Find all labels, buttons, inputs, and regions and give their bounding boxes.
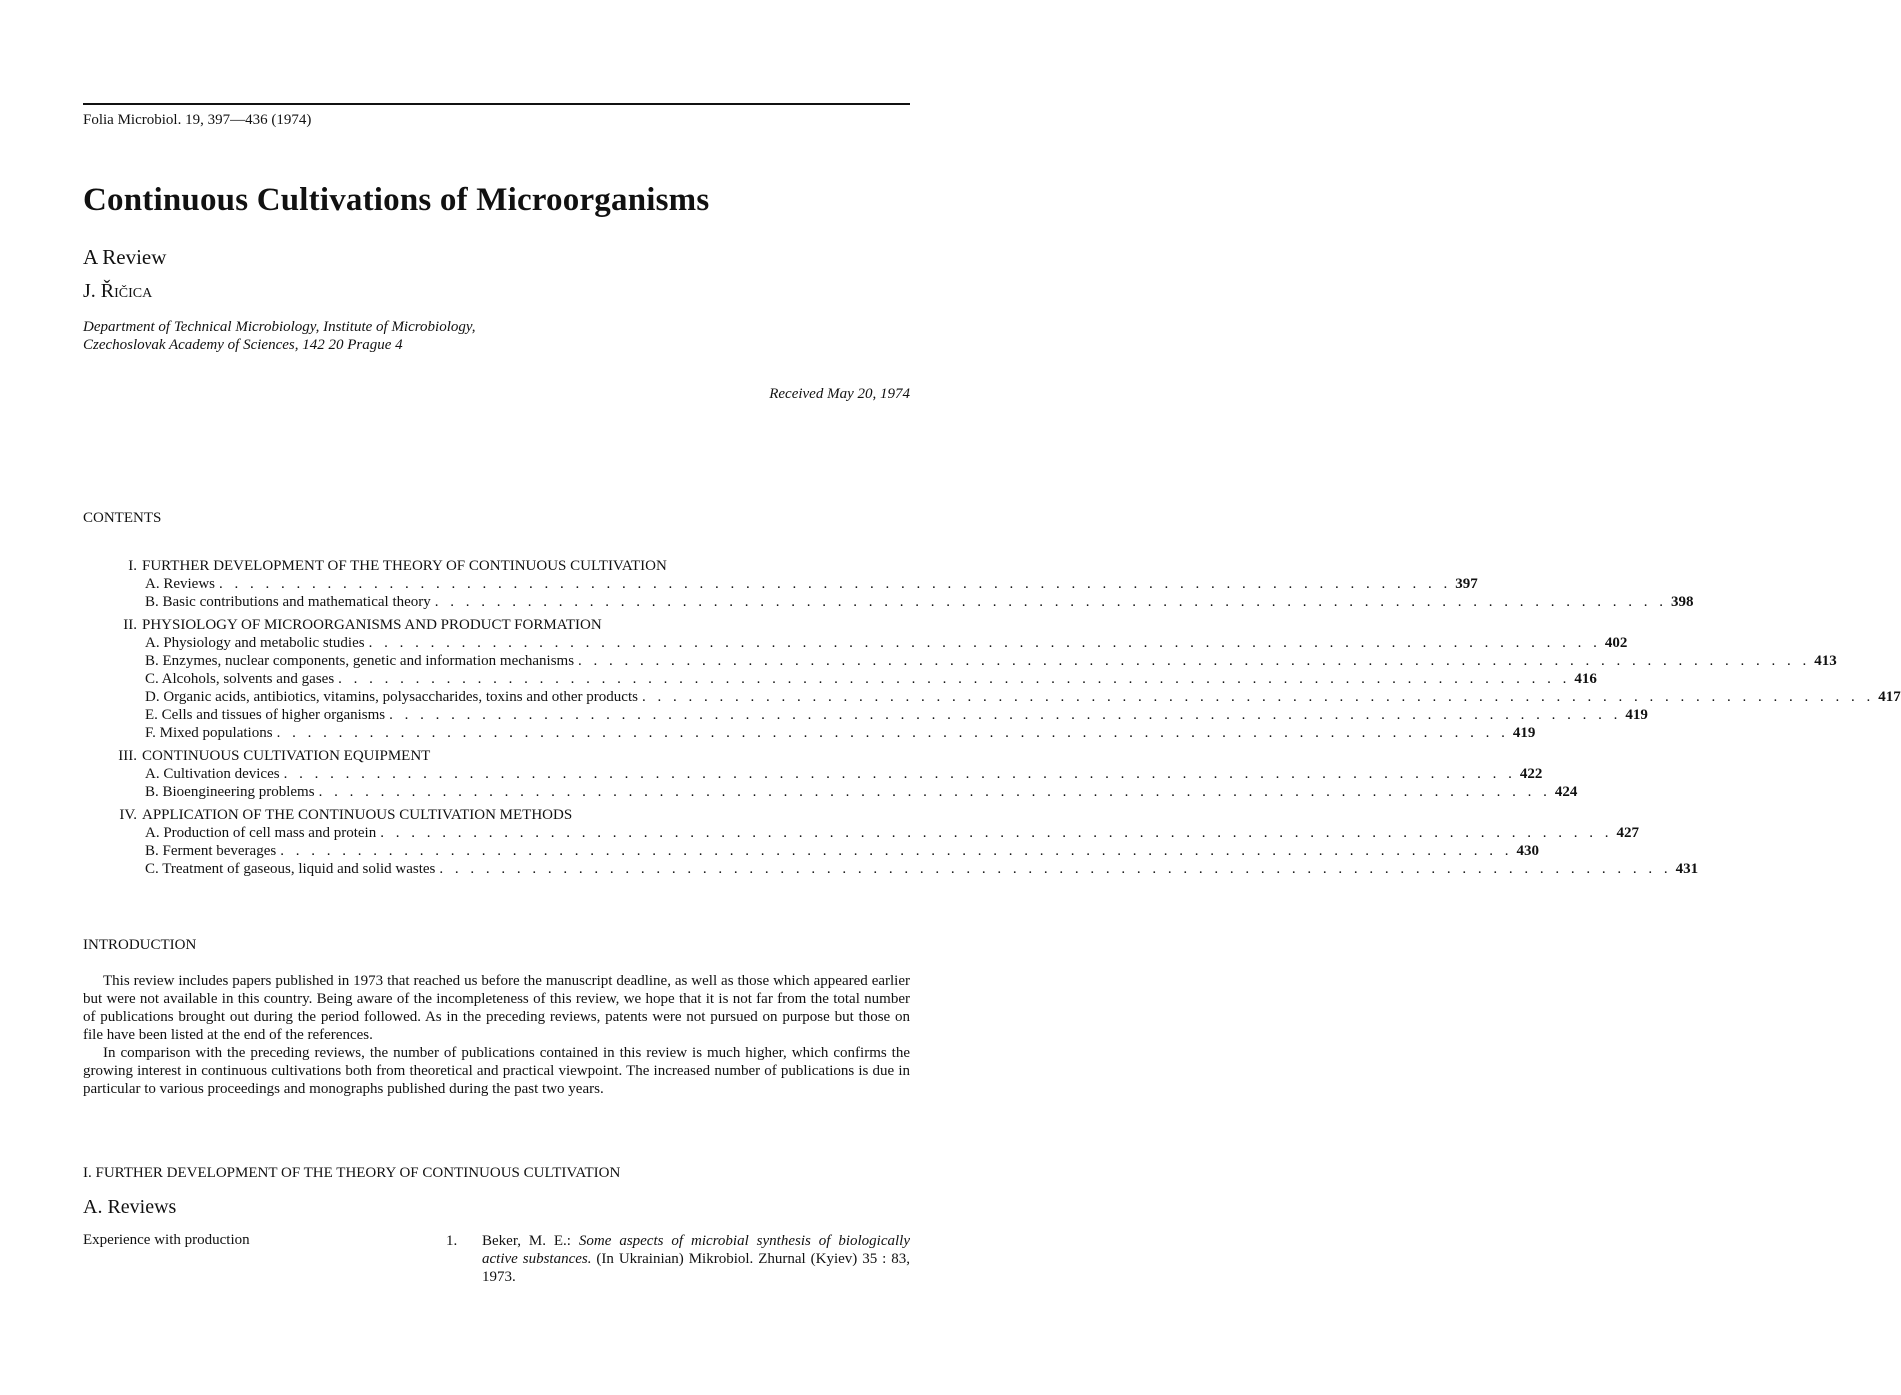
toc-section-heading [100, 747, 910, 765]
author-initial: J. [83, 280, 101, 302]
affiliation [83, 318, 475, 354]
toc-item-label: B. Ferment beverages [145, 843, 277, 859]
toc-page-number: 430 [1516, 843, 1539, 859]
toc-section-heading [100, 557, 910, 575]
toc-section-heading [100, 616, 910, 634]
section-heading: I. FURTHER DEVELOPMENT OF THE THEORY OF CONTINUOUS CULTIVATION [83, 1165, 621, 1181]
toc-page-number: 427 [1616, 825, 1639, 841]
paragraph: This review includes papers published in 1973 that reached us before the manuscript deadline, as well as those which appeared earlier but were not available in this country. Being aware of the incompleteness of this review, we hope that it is not far from the total number of publications brought out during the period followed. As in the preceding reviews, patents were not pursued on purpose but those on file have been listed at the end of the references. [83, 973, 910, 1043]
toc-item-label: B. Enzymes, nuclear components, genetic and information mechanisms [145, 653, 575, 669]
header-rule [83, 103, 910, 105]
article-title: Continuous Cultivations of Microorganisms [83, 182, 710, 218]
reference-text [482, 1232, 910, 1286]
toc-item-label: A. Reviews [145, 576, 215, 592]
toc-item [100, 688, 1901, 706]
toc-item-label: B. Bioengineering problems [145, 784, 315, 800]
toc-section [100, 806, 1699, 878]
toc-leader-dots: . . . . . . . . . . . . . . . . . . . . . . . . . . . . . . . . . . . . . . . . . . . . . . . . . . . . . . . . . . . . . . . . . . . . . . . . . . . . . . . . [283, 766, 1516, 782]
received-date: Received May 20, 1974 [769, 386, 910, 402]
toc-page-number: 417 [1878, 689, 1901, 705]
toc-leader-dots: . . . . . . . . . . . . . . . . . . . . . . . . . . . . . . . . . . . . . . . . . . . . . . . . . . . . . . . . . . . . . . . . . . . . . . . . . . . . . . . . [389, 707, 1622, 723]
reference-title: Some aspects of microbial synthesis of biologically active substances. [482, 1233, 910, 1267]
toc-section [100, 616, 1901, 742]
toc-item-label: F. Mixed populations [145, 725, 273, 741]
toc-leader-dots: . . . . . . . . . . . . . . . . . . . . . . . . . . . . . . . . . . . . . . . . . . . . . . . . . . . . . . . . . . . . . . . . . . . . . . . . . . . . . . . . [380, 825, 1613, 841]
toc-page-number: 431 [1675, 861, 1699, 877]
toc-page-number: 422 [1519, 766, 1543, 782]
toc-item [100, 860, 1699, 878]
toc-item [100, 724, 1536, 742]
toc-item-label: C. Treatment of gaseous, liquid and solid wastes [145, 861, 436, 877]
toc-leader-dots: . . . . . . . . . . . . . . . . . . . . . . . . . . . . . . . . . . . . . . . . . . . . . . . . . . . . . . . . . . . . . . . . . . . . . . . . . . . . . . . . [578, 653, 1811, 669]
toc-item [100, 706, 1648, 724]
toc-page-number: 402 [1604, 635, 1628, 651]
toc-item-label: E. Cells and tissues of higher organisms [145, 707, 386, 723]
toc-leader-dots: . . . . . . . . . . . . . . . . . . . . . . . . . . . . . . . . . . . . . . . . . . . . . . . . . . . . . . . . . . . . . . . . . . . . . . . . . . . . . . . . [434, 594, 1668, 610]
author-surname: Řičica [100, 280, 153, 302]
toc-item [100, 652, 1837, 670]
contents-heading: CONTENTS [83, 510, 162, 526]
toc-item [100, 824, 1639, 842]
toc-item [100, 634, 1628, 652]
toc-page-number: 413 [1814, 653, 1837, 669]
toc-leader-dots: . . . . . . . . . . . . . . . . . . . . . . . . . . . . . . . . . . . . . . . . . . . . . . . . . . . . . . . . . . . . . . . . . . . . . . . . . . . . . . . . [276, 725, 1509, 741]
toc-section [100, 747, 1578, 801]
author [83, 280, 152, 303]
journal-citation: Folia Microbiol. 19, 397—436 (1974) [83, 112, 312, 128]
toc-item [100, 842, 1539, 860]
toc-page-number: 416 [1574, 671, 1597, 687]
affiliation-line: Department of Technical Microbiology, Institute of Microbiology, [83, 319, 476, 335]
paragraph: In comparison with the preceding reviews, the number of publications contained in this review is much higher, which confirms the growing interest in continuous cultivations both from theoretical and practical viewpoint. The increased number of publications is due in particular to various proceedings and monographs published during the past two years. [83, 1045, 910, 1097]
reference-number: 1. [446, 1233, 458, 1249]
toc-item [100, 593, 1694, 611]
toc-section-title: CONTINUOUS CULTIVATION EQUIPMENT [142, 748, 431, 764]
toc-leader-dots: . . . . . . . . . . . . . . . . . . . . . . . . . . . . . . . . . . . . . . . . . . . . . . . . . . . . . . . . . . . . . . . . . . . . . . . . . . . . . . . . [219, 576, 1452, 592]
toc-item-label: A. Physiology and metabolic studies [145, 635, 365, 651]
toc-section-title: PHYSIOLOGY OF MICROORGANISMS AND PRODUCT FORMATION [142, 617, 602, 633]
toc-leader-dots: . . . . . . . . . . . . . . . . . . . . . . . . . . . . . . . . . . . . . . . . . . . . . . . . . . . . . . . . . . . . . . . . . . . . . . . . . . . . . . . . [318, 784, 1551, 800]
toc-item [100, 765, 1543, 783]
toc-section-heading [100, 806, 910, 824]
toc-item [100, 783, 1578, 801]
introduction-body [83, 972, 910, 1098]
toc-item-label: C. Alcohols, solvents and gases [145, 671, 335, 687]
toc-section-number: III. [118, 748, 137, 764]
toc-page-number: 398 [1671, 594, 1694, 610]
reference-authors: Beker, M. E.: [482, 1233, 579, 1249]
toc-leader-dots: . . . . . . . . . . . . . . . . . . . . . . . . . . . . . . . . . . . . . . . . . . . . . . . . . . . . . . . . . . . . . . . . . . . . . . . . . . . . . . . . [280, 843, 1513, 859]
toc-item [100, 670, 1597, 688]
toc-leader-dots: . . . . . . . . . . . . . . . . . . . . . . . . . . . . . . . . . . . . . . . . . . . . . . . . . . . . . . . . . . . . . . . . . . . . . . . . . . . . . . . . [641, 689, 1875, 705]
toc-leader-dots: . . . . . . . . . . . . . . . . . . . . . . . . . . . . . . . . . . . . . . . . . . . . . . . . . . . . . . . . . . . . . . . . . . . . . . . . . . . . . . . . [439, 861, 1672, 877]
introduction-heading: INTRODUCTION [83, 937, 197, 953]
table-of-contents [100, 557, 1901, 878]
toc-leader-dots: . . . . . . . . . . . . . . . . . . . . . . . . . . . . . . . . . . . . . . . . . . . . . . . . . . . . . . . . . . . . . . . . . . . . . . . . . . . . . . . . [368, 635, 1601, 651]
toc-section-number: IV. [119, 807, 137, 823]
article-subtitle: A Review [83, 245, 167, 269]
toc-section [100, 557, 1694, 611]
toc-leader-dots: . . . . . . . . . . . . . . . . . . . . . . . . . . . . . . . . . . . . . . . . . . . . . . . . . . . . . . . . . . . . . . . . . . . . . . . . . . . . . . . . [338, 671, 1571, 687]
toc-section-number: II. [123, 617, 137, 633]
toc-item-label: D. Organic acids, antibiotics, vitamins, polysaccharides, toxins and other products [145, 689, 638, 705]
reference-topic: Experience with production [83, 1232, 250, 1248]
toc-page-number: 397 [1455, 576, 1478, 592]
toc-page-number: 424 [1554, 784, 1578, 800]
toc-section-title: FURTHER DEVELOPMENT OF THE THEORY OF CONTINUOUS CULTIVATION [142, 558, 667, 574]
toc-section-title: APPLICATION OF THE CONTINUOUS CULTIVATION METHODS [142, 807, 573, 823]
toc-item-label: B. Basic contributions and mathematical theory [145, 594, 431, 610]
affiliation-line: Czechoslovak Academy of Sciences, 142 20 Prague 4 [83, 337, 403, 353]
toc-page-number: 419 [1625, 707, 1648, 723]
subsection-heading: A. Reviews [83, 1196, 177, 1218]
toc-page-number: 419 [1512, 725, 1536, 741]
toc-section-number: I. [128, 558, 137, 574]
toc-item-label: A. Production of cell mass and protein [145, 825, 377, 841]
toc-item-label: A. Cultivation devices [145, 766, 280, 782]
toc-item [100, 575, 1478, 593]
reference-source: (In Ukrainian) Mikrobiol. Zhurnal (Kyiev) 35 : 83, 1973. [482, 1251, 910, 1285]
reference-entry [446, 1232, 910, 1286]
